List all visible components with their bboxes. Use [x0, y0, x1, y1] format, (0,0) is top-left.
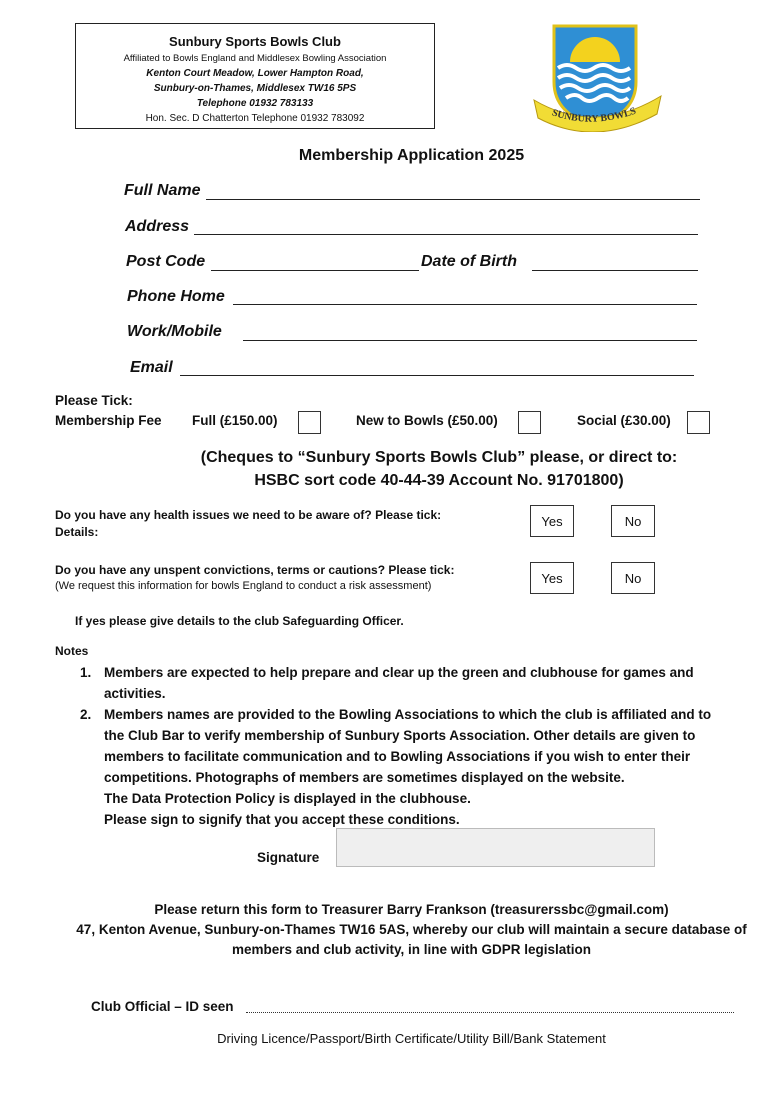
- phone-home-field[interactable]: [233, 304, 697, 305]
- post-code-field[interactable]: [211, 270, 419, 271]
- club-header: [75, 23, 435, 129]
- club-address-line1: Kenton Court Meadow, Lower Hampton Road,: [146, 68, 364, 79]
- membership-fee-label: Membership Fee: [55, 413, 162, 428]
- full-name-label: Full Name: [124, 182, 201, 199]
- note-1-text: [104, 662, 764, 704]
- convictions-note: (We request this information for bowls England to conduct a risk assessment): [55, 580, 432, 592]
- social-fee-label: Social (£30.00): [577, 413, 671, 428]
- please-tick-label: Please Tick:: [55, 393, 133, 408]
- health-question: Do you have any health issues we need to be aware of? Please tick:: [55, 508, 442, 522]
- full-fee-checkbox[interactable]: [298, 411, 321, 434]
- full-fee-label: Full (£150.00): [192, 413, 278, 428]
- note-2-line-2: the Club Bar to verify membership of Sunbury Sports Association. Other details are given to: [104, 728, 696, 743]
- note-2-text: [104, 704, 764, 830]
- return-line3: members and club activity, in line with GDPR legislation: [231, 942, 592, 957]
- club-secretary: Hon. Sec. D Chatterton Telephone 01932 783092: [145, 113, 365, 124]
- cheque-line1: (Cheques to “Sunbury Sports Bowls Club” please, or direct to:: [200, 449, 678, 466]
- dob-field[interactable]: [532, 270, 698, 271]
- notes-heading: Notes: [55, 644, 89, 658]
- note-2-line-1: Members names are provided to the Bowling Associations to which the club is affiliated and to: [104, 707, 712, 722]
- club-telephone: Telephone 01932 783133: [196, 98, 314, 109]
- note-1-line-2: activities.: [104, 686, 166, 701]
- form-title: Membership Application 2025: [298, 147, 525, 164]
- signature-field[interactable]: [336, 828, 655, 867]
- note-1-number: 1.: [80, 665, 92, 680]
- convictions-question: Do you have any unspent convictions, terms or cautions? Please tick:: [55, 563, 455, 577]
- email-field[interactable]: [180, 375, 694, 376]
- dob-label: Date of Birth: [421, 253, 517, 270]
- convictions-yes-box[interactable]: Yes: [530, 562, 574, 594]
- social-fee-checkbox[interactable]: [687, 411, 710, 434]
- health-details-label: Details:: [55, 525, 99, 539]
- work-mobile-label: Work/Mobile: [127, 323, 222, 340]
- return-line1: Please return this form to Treasurer Barry Frankson (treasurerssbc@gmail.com): [154, 902, 669, 917]
- email-label: Email: [130, 359, 173, 376]
- club-name: Sunbury Sports Bowls Club: [169, 34, 341, 49]
- cheque-line2: HSBC sort code 40-44-39 Account No. 91701800): [254, 472, 624, 489]
- club-official-field[interactable]: [246, 1012, 734, 1013]
- full-name-field[interactable]: [206, 199, 700, 200]
- new-to-bowls-label: New to Bowls (£50.00): [356, 413, 498, 428]
- note-2-line-4: competitions. Photographs of members are sometimes displayed on the website.: [104, 770, 625, 785]
- convictions-no-box[interactable]: No: [611, 562, 655, 594]
- phone-home-label: Phone Home: [127, 288, 225, 305]
- note-1-line-1: Members are expected to help prepare and clear up the green and clubhouse for games and: [104, 665, 694, 680]
- logo-banner-text: SUNBURY BOWLS: [550, 105, 638, 125]
- address-label: Address: [125, 218, 190, 235]
- health-no-box[interactable]: No: [611, 505, 655, 537]
- id-types: Driving Licence/Passport/Birth Certificate/Utility Bill/Bank Statement: [217, 1031, 606, 1046]
- address-field[interactable]: [194, 234, 698, 235]
- safeguarding-text: If yes please give details to the club Safeguarding Officer.: [75, 614, 404, 628]
- note-2-number: 2.: [80, 707, 92, 722]
- post-code-label: Post Code: [126, 253, 206, 270]
- new-to-bowls-checkbox[interactable]: [518, 411, 541, 434]
- note-2-line-6: Please sign to signify that you accept these conditions.: [104, 812, 460, 827]
- signature-label: Signature: [257, 850, 320, 865]
- work-mobile-field[interactable]: [243, 340, 697, 341]
- club-address-line2: Sunbury-on-Thames, Middlesex TW16 5PS: [153, 83, 357, 94]
- club-official-label: Club Official – ID seen: [91, 999, 234, 1014]
- return-line2: 47, Kenton Avenue, Sunbury-on-Thames TW16 5AS, whereby our club will maintain a secure database of: [76, 922, 747, 937]
- note-2-line-3: members to facilitate communication and to Bowling Associations if you wish to enter their: [104, 749, 691, 764]
- club-affiliation: Affiliated to Bowls England and Middlesex Bowling Association: [123, 53, 387, 64]
- club-logo: [530, 22, 665, 132]
- health-yes-box[interactable]: Yes: [530, 505, 574, 537]
- note-2-line-5: The Data Protection Policy is displayed in the clubhouse.: [104, 791, 471, 806]
